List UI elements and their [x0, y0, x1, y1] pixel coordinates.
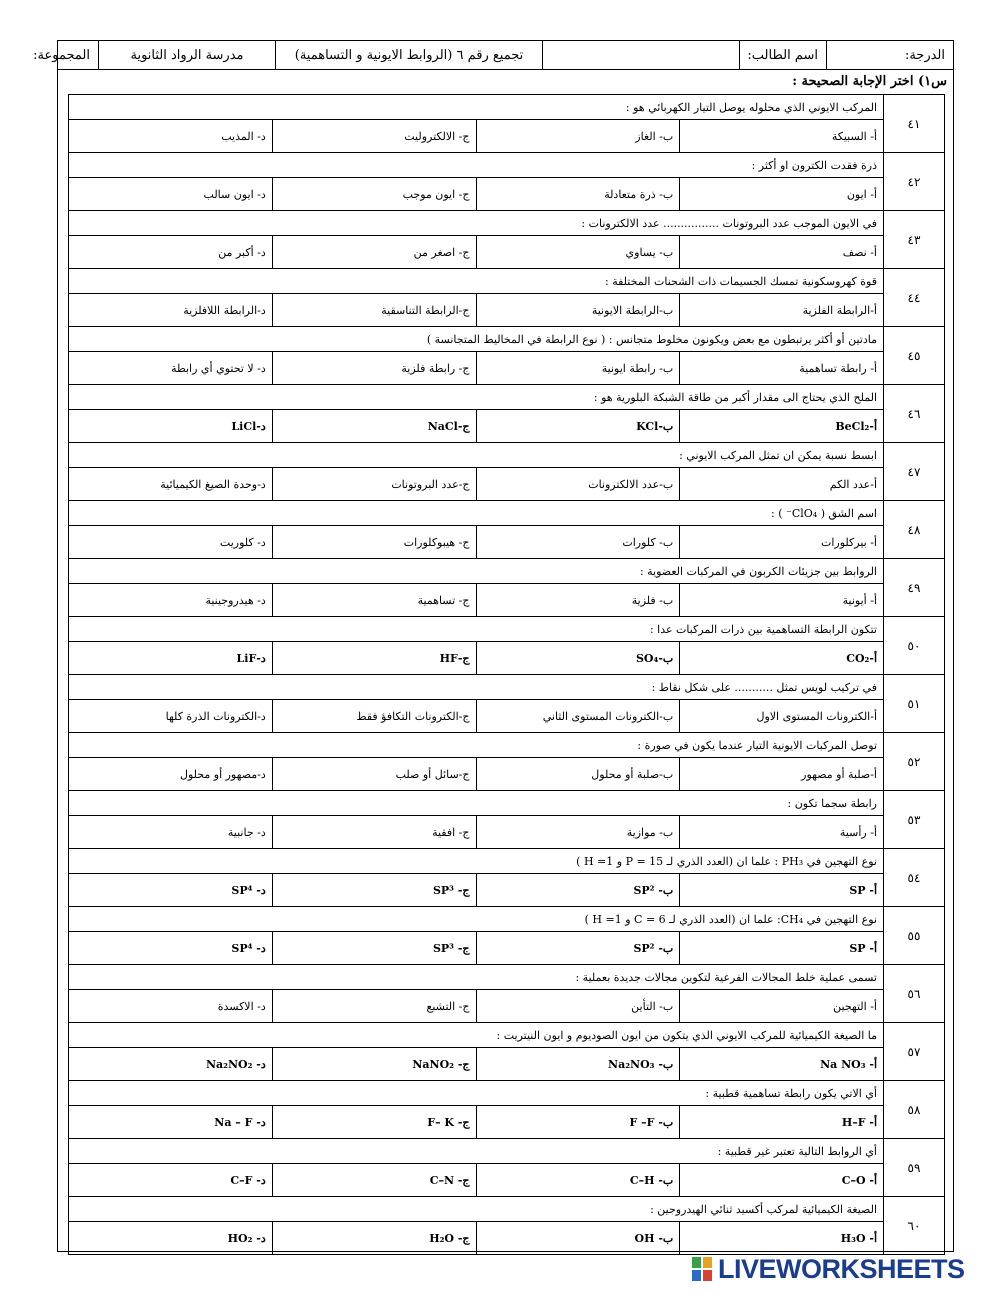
answer-option-d[interactable]: د- HO₂: [69, 1222, 273, 1255]
answer-option-c[interactable]: ج- ايون موجب: [272, 178, 476, 211]
answer-option-a[interactable]: أ- Na NO₃: [680, 1048, 884, 1081]
options-row: [69, 584, 945, 617]
section-title: س١) اختر الإجابة الصحيحة :: [57, 70, 954, 94]
question-row: [69, 733, 945, 758]
question-row: [69, 327, 945, 352]
question-text: ابسط نسبة يمكن ان تمثل المركب الايوني :: [69, 443, 884, 468]
answer-option-a[interactable]: أ-صلبة أو مصهور: [680, 758, 884, 791]
question-text: نوع التهجين في CH₄: علما ان (العدد الذري لـ C = 6 و H =1 ): [69, 907, 884, 932]
question-text: اسم الشق ( ClO₄⁻ ) :: [69, 501, 884, 526]
answer-option-d[interactable]: د- لا تحتوي أي رابطة: [69, 352, 273, 385]
answer-option-b[interactable]: ب- SP²: [476, 932, 680, 965]
answer-option-a[interactable]: أ- رابطة تساهمية: [680, 352, 884, 385]
question-number: ٥٠: [884, 617, 945, 675]
answer-option-c[interactable]: ج- التشبع: [272, 990, 476, 1023]
answer-option-a[interactable]: أ- SP: [680, 932, 884, 965]
question-number: ٤٧: [884, 443, 945, 501]
answer-option-a[interactable]: أ- السبيكة: [680, 120, 884, 153]
question-text: رابطة سجما تكون :: [69, 791, 884, 816]
question-row: [69, 1197, 945, 1222]
question-number: ٤١: [884, 95, 945, 153]
answer-option-a[interactable]: أ- التهجين: [680, 990, 884, 1023]
question-row: [69, 95, 945, 120]
answer-option-d[interactable]: د- SP⁴: [69, 874, 273, 907]
question-row: [69, 153, 945, 178]
options-row: [69, 1222, 945, 1255]
options-row: [69, 874, 945, 907]
answer-option-a[interactable]: أ- ايون: [680, 178, 884, 211]
answer-option-c[interactable]: ج- SP³: [272, 932, 476, 965]
answer-option-b[interactable]: ب-الرابطة الايونية: [476, 294, 680, 327]
answer-option-d[interactable]: د- جانبية: [69, 816, 273, 849]
answer-option-b[interactable]: ب- C–H: [476, 1164, 680, 1197]
question-text: المركب الايوني الذي محلوله يوصل التيار الكهربائي هو :: [69, 95, 884, 120]
answer-option-d[interactable]: د-الرابطة اللافلزية: [69, 294, 273, 327]
question-number: ٥٩: [884, 1139, 945, 1197]
options-row: [69, 236, 945, 269]
answer-option-d[interactable]: د-الكترونات الذرة كلها: [69, 700, 273, 733]
answer-option-c[interactable]: ج- SP³: [272, 874, 476, 907]
question-row: [69, 675, 945, 700]
liveworksheets-logo: [692, 1255, 992, 1285]
student-name-field[interactable]: [543, 41, 740, 70]
questions-table: [68, 94, 945, 1255]
answer-option-d[interactable]: د- Na – F: [69, 1106, 273, 1139]
answer-option-a[interactable]: أ- H–F: [680, 1106, 884, 1139]
options-row: [69, 932, 945, 965]
question-number: ٥٢: [884, 733, 945, 791]
worksheet: [33, 40, 954, 1252]
question-number: ٤٩: [884, 559, 945, 617]
answer-option-a[interactable]: أ- SP: [680, 874, 884, 907]
options-row: [69, 410, 945, 443]
answer-option-d[interactable]: د- المذيب: [69, 120, 273, 153]
school-name: مدرسة الرواد الثانوية: [99, 41, 276, 70]
answer-option-b[interactable]: ب-عدد الالكترونات: [476, 468, 680, 501]
questions-frame: [57, 94, 954, 1252]
options-row: [69, 700, 945, 733]
answer-option-b[interactable]: ب- OH: [476, 1222, 680, 1255]
options-row: [69, 120, 945, 153]
answer-option-c[interactable]: ج- H₂O: [272, 1222, 476, 1255]
question-text: في تركيب لويس تمثل ........... على شكل نقاط :: [69, 675, 884, 700]
answer-option-a[interactable]: أ-الكترونات المستوى الاول: [680, 700, 884, 733]
question-row: [69, 559, 945, 584]
question-text: ذرة فقدت الكترون او أكثر :: [69, 153, 884, 178]
answer-option-a[interactable]: أ- أيونية: [680, 584, 884, 617]
answer-option-a[interactable]: أ-عدد الكم: [680, 468, 884, 501]
answer-option-d[interactable]: د-LiCl: [69, 410, 273, 443]
question-number: ٥٨: [884, 1081, 945, 1139]
question-row: [69, 791, 945, 816]
question-row: [69, 269, 945, 294]
answer-option-b[interactable]: ب- موازية: [476, 816, 680, 849]
question-text: أي الاتي يكون رابطة تساهمية قطبية :: [69, 1081, 884, 1106]
question-row: [69, 965, 945, 990]
answer-option-b[interactable]: ب-KCl: [476, 410, 680, 443]
answer-option-c[interactable]: ج- هيبوكلورات: [272, 526, 476, 559]
answer-option-d[interactable]: د-LiF: [69, 642, 273, 675]
answer-option-b[interactable]: ب- Na₂NO₃: [476, 1048, 680, 1081]
options-row: [69, 758, 945, 791]
answer-option-b[interactable]: ب- رابطة ايونية: [476, 352, 680, 385]
question-number: ٥٦: [884, 965, 945, 1023]
question-row: [69, 849, 945, 874]
answer-option-d[interactable]: د- هيدروجينية: [69, 584, 273, 617]
question-row: [69, 617, 945, 642]
question-number: ٤٨: [884, 501, 945, 559]
options-row: [69, 352, 945, 385]
answer-option-b[interactable]: ب-SO₄: [476, 642, 680, 675]
group-label: المجموعة:: [58, 41, 99, 70]
options-row: [69, 642, 945, 675]
question-row: [69, 501, 945, 526]
header-table: [33, 40, 954, 70]
answer-option-a[interactable]: أ- رأسية: [680, 816, 884, 849]
question-text: تسمى عملية خلط المجالات الفرعية لتكوين مجالات جديدة بعملية :: [69, 965, 884, 990]
question-row: [69, 443, 945, 468]
answer-option-b[interactable]: ب- فلزية: [476, 584, 680, 617]
logo-mark-icon: [692, 1257, 714, 1281]
question-row: [69, 385, 945, 410]
question-text: تتكون الرابطة التساهمية بين ذرات المركبات عدا :: [69, 617, 884, 642]
answer-option-a[interactable]: أ- C–O: [680, 1164, 884, 1197]
answer-option-a[interactable]: أ-BeCl₂: [680, 410, 884, 443]
question-text: توصل المركبات الايونية التيار عندما يكون في صورة :: [69, 733, 884, 758]
question-row: [69, 211, 945, 236]
question-number: ٥٥: [884, 907, 945, 965]
question-number: ٦٠: [884, 1197, 945, 1255]
answer-option-b[interactable]: ب- كلورات: [476, 526, 680, 559]
options-row: [69, 990, 945, 1023]
question-text: في الايون الموجب عدد البروتونات ................ عدد الالكترونات :: [69, 211, 884, 236]
answer-option-a[interactable]: أ- بيركلورات: [680, 526, 884, 559]
answer-option-c[interactable]: ج-الرابطة التناسقية: [272, 294, 476, 327]
question-text: قوة كهروسكونية تمسك الجسيمات ذات الشحنات المختلفة :: [69, 269, 884, 294]
question-text: الروابط بين جزيئات الكربون في المركبات العضوية :: [69, 559, 884, 584]
brand-text: LIVEWORKSHEETS: [718, 1254, 965, 1284]
answer-option-c[interactable]: ج- اصغر من: [272, 236, 476, 269]
question-row: [69, 1081, 945, 1106]
answer-option-d[interactable]: د-وحدة الصيغ الكيميائية: [69, 468, 273, 501]
options-row: [69, 294, 945, 327]
answer-option-d[interactable]: د-مصهور أو محلول: [69, 758, 273, 791]
answer-option-c[interactable]: ج-HF: [272, 642, 476, 675]
answer-option-c[interactable]: ج- رابطة فلزية: [272, 352, 476, 385]
options-row: [69, 526, 945, 559]
answer-option-c[interactable]: ج- الالكتروليت: [272, 120, 476, 153]
question-number: ٤٣: [884, 211, 945, 269]
answer-option-c[interactable]: ج- تساهمية: [272, 584, 476, 617]
question-number: ٤٦: [884, 385, 945, 443]
question-number: ٥١: [884, 675, 945, 733]
question-row: [69, 1023, 945, 1048]
options-row: [69, 816, 945, 849]
answer-option-a[interactable]: أ-الرابطة الفلزية: [680, 294, 884, 327]
answer-option-d[interactable]: د- الاكسدة: [69, 990, 273, 1023]
answer-option-a[interactable]: أ- نصف: [680, 236, 884, 269]
options-row: [69, 1106, 945, 1139]
answer-option-d[interactable]: د- C–F: [69, 1164, 273, 1197]
options-row: [69, 468, 945, 501]
answer-option-d[interactable]: د- SP⁴: [69, 932, 273, 965]
answer-option-c[interactable]: ج- F– K: [272, 1106, 476, 1139]
answer-option-d[interactable]: د- Na₂NO₂: [69, 1048, 273, 1081]
question-row: [69, 1139, 945, 1164]
answer-option-b[interactable]: ب- SP²: [476, 874, 680, 907]
answer-option-a[interactable]: أ- H₃O: [680, 1222, 884, 1255]
question-number: ٤٥: [884, 327, 945, 385]
answer-option-c[interactable]: ج-سائل أو صلب: [272, 758, 476, 791]
answer-option-b[interactable]: ب- ذرة متعادلة: [476, 178, 680, 211]
question-text: الملح الذي يحتاج الى مقدار أكبر من طاقة الشبكة البلورية هو :: [69, 385, 884, 410]
options-row: [69, 1048, 945, 1081]
answer-option-d[interactable]: د- أكبر من: [69, 236, 273, 269]
worksheet-title: تجميع رقم ٦ (الروابط الايونية و التساهمية): [276, 41, 543, 70]
answer-option-c[interactable]: ج- NaNO₂: [272, 1048, 476, 1081]
question-text: الصيغة الكيميائية لمركب أكسيد ثنائي الهيدروجين :: [69, 1197, 884, 1222]
question-number: ٥٧: [884, 1023, 945, 1081]
options-row: [69, 1164, 945, 1197]
question-number: ٥٤: [884, 849, 945, 907]
question-text: مادتين أو أكثر يرتبطون مع بعض ويكونون مخلوط متجانس : ( نوع الرابطة في المخاليط المتجانسة ): [69, 327, 884, 352]
question-row: [69, 907, 945, 932]
answer-option-b[interactable]: ب- يساوي: [476, 236, 680, 269]
answer-option-c[interactable]: ج- افقية: [272, 816, 476, 849]
options-row: [69, 178, 945, 211]
answer-option-d[interactable]: د- كلوريت: [69, 526, 273, 559]
answer-option-c[interactable]: ج-عدد البروتونات: [272, 468, 476, 501]
answer-option-c[interactable]: ج-NaCl: [272, 410, 476, 443]
answer-option-b[interactable]: ب- الغاز: [476, 120, 680, 153]
question-number: ٤٤: [884, 269, 945, 327]
question-number: ٤٢: [884, 153, 945, 211]
answer-option-b[interactable]: ب- التأين: [476, 990, 680, 1023]
answer-option-a[interactable]: أ-CO₂: [680, 642, 884, 675]
student-label: اسم الطالب:: [740, 41, 827, 70]
answer-option-d[interactable]: د- ايون سالب: [69, 178, 273, 211]
question-text: ما الصيغة الكيميائية للمركب الايوني الذي يتكون من ايون الصوديوم و ايون النيتريت :: [69, 1023, 884, 1048]
answer-option-b[interactable]: ب-صلبة أو محلول: [476, 758, 680, 791]
answer-option-b[interactable]: ب-الكترونات المستوى الثاني: [476, 700, 680, 733]
grade-label: الدرجة:: [827, 41, 954, 70]
question-number: ٥٣: [884, 791, 945, 849]
question-text: نوع التهجين في PH₃ : علما ان (العدد الذري لـ P = 15 و H =1 ): [69, 849, 884, 874]
question-text: أي الروابط التالية تعتبر غير قطبية :: [69, 1139, 884, 1164]
answer-option-c[interactable]: ج-الكترونات التكافؤ فقط: [272, 700, 476, 733]
answer-option-c[interactable]: ج- C–N: [272, 1164, 476, 1197]
answer-option-b[interactable]: ب- F –F: [476, 1106, 680, 1139]
